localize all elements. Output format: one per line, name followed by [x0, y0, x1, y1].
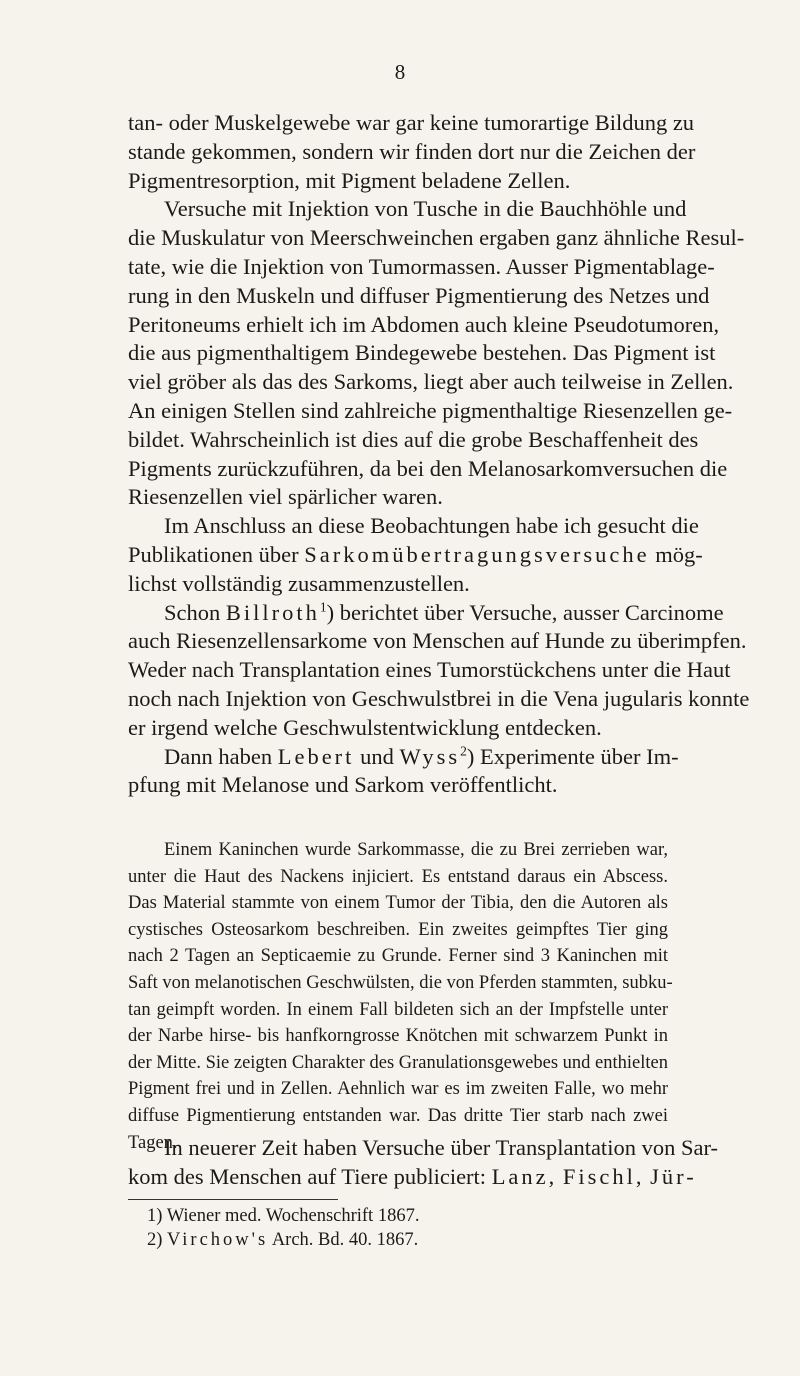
text-line: Peritoneums erhielt ich im Abdomen auch kleine Pseudotumoren, [128, 311, 720, 337]
text-line: Pigment frei und in Zellen. Aehnlich war es im zweiten Falle, wo mehr [128, 1079, 668, 1100]
text-line [128, 599, 724, 628]
footnote-2 [147, 1228, 419, 1252]
text-line: Das Material stammte von einem Tumor der Tibia, den die Autoren als [128, 893, 668, 914]
closing-paragraph [128, 1133, 718, 1191]
text-run: kom des Menschen auf Tiere publiciert: [128, 1164, 487, 1189]
text-line: Im Anschluss an diese Beobachtungen habe ich gesucht die [164, 513, 699, 539]
page-number: 8 [394, 60, 406, 84]
text-line: bildet. Wahrscheinlich ist dies auf die grobe Beschaffenheit des [128, 426, 699, 452]
text-line: Saft von melanotischen Geschwülsten, die von Pferden stammten, subku- [128, 972, 673, 993]
text-line: noch nach Injektion von Geschwulstbrei in die Vena jugularis konnte [128, 685, 750, 711]
footnotes [147, 1204, 419, 1252]
text-line: der Narbe hirse- bis hanfkorngrosse Knötchen mit schwarzem Punkt in [128, 1026, 668, 1047]
text-line: Weder nach Transplantation eines Tumorstückchens unter die Haut [128, 657, 731, 683]
text-run: Dann haben [164, 743, 273, 769]
footnote-ref: 1 [319, 599, 327, 615]
text-line [128, 743, 679, 772]
spaced-term: Sarkomübertragungsversuche [304, 541, 650, 567]
text-line: viel gröber als das des Sarkoms, liegt aber auch teilweise in Zellen. [128, 369, 734, 395]
text-line: An einigen Stellen sind zahlreiche pigmenthaltige Riesenzellen ge- [128, 397, 733, 423]
text-run: mög- [655, 541, 703, 567]
text-line: stande gekommen, sondern wir finden dort nur die Zeichen der [128, 138, 696, 164]
text-run: Schon [164, 599, 221, 625]
author-name: Wyss [399, 743, 461, 769]
footnote-ref: 2 [460, 743, 467, 759]
text-line: auch Riesenzellensarkome von Menschen auf Hunde zu überimpfen. [128, 628, 747, 654]
text-line: In neuerer Zeit haben Versuche über Transplantation von Sar- [164, 1135, 718, 1160]
text-line: tate, wie die Injektion von Tumormassen. Ausser Pigmentablage- [128, 253, 715, 279]
author-name: Lebert [277, 743, 355, 769]
text-line: die aus pigmenthaltigem Bindegewebe bestehen. Das Pigment ist [128, 340, 716, 366]
text-run: und [360, 743, 394, 769]
text-line: tan geimpft worden. In einem Fall bildeten sich an der Impfstelle unter [128, 999, 668, 1020]
text-run: ) Experimente über Im- [466, 743, 679, 769]
text-run: Publikationen über [128, 541, 299, 567]
author-name: Virchow's [167, 1230, 269, 1250]
text-line: unter die Haut des Nackens injiciert. Es entstand daraus ein Abscess. [128, 866, 668, 887]
author-name: Billroth [225, 599, 320, 625]
text-line: er irgend welche Geschwulstentwicklung entdecken. [128, 714, 602, 740]
text-line: Pigments zurückzuführen, da bei den Melanosarkomversuchen die [128, 455, 728, 481]
text-line: lichst vollständig zusammenzustellen. [128, 570, 470, 596]
text-line [128, 1162, 697, 1191]
text-line [128, 541, 703, 570]
text-line: nach 2 Tagen an Septicaemie zu Grunde. Ferner sind 3 Kaninchen mit [128, 946, 668, 967]
quoted-summary [128, 837, 673, 1156]
author-name: Lanz, [491, 1164, 558, 1189]
footnote-marker: 2) [147, 1230, 163, 1250]
author-name: Jür- [650, 1164, 697, 1189]
text-line: Tagen. [128, 1132, 178, 1153]
text-line: pfung mit Melanose und Sarkom veröffentlicht. [128, 772, 558, 798]
text-line: die Muskulatur von Meerschweinchen ergaben ganz ähnliche Resul- [128, 225, 745, 251]
footnote-divider [128, 1199, 338, 1200]
text-line: Einem Kaninchen wurde Sarkommasse, die zu Brei zerrieben war, [164, 840, 668, 860]
text-run: ) berichtet über Versuche, ausser Carcinome [326, 599, 724, 625]
footnote-1: 1) Wiener med. Wochenschrift 1867. [147, 1206, 420, 1226]
text-line: Versuche mit Injektion von Tusche in die Bauchhöhle und [164, 196, 687, 222]
text-line: tan- oder Muskelgewebe war gar keine tumorartige Bildung zu [128, 110, 695, 135]
text-line: cystisches Osteosarkom beschreiben. Ein zweites geimpftes Tier ging [128, 919, 668, 940]
text-line: Riesenzellen viel spärlicher waren. [128, 484, 443, 510]
text-run: Arch. Bd. 40. 1867. [271, 1230, 419, 1250]
text-line: rung in den Muskeln und diffuser Pigmentierung des Netzes und [128, 282, 710, 308]
text-line: diffuse Pigmentierung entstanden war. Das dritte Tier starb nach zwei [128, 1105, 668, 1126]
text-line: der Mitte. Sie zeigten Charakter des Granulationsgewebes und enthielten [128, 1052, 668, 1073]
author-name: Fischl, [562, 1164, 645, 1189]
main-text [128, 109, 750, 800]
text-line: Pigmentresorption, mit Pigment beladene Zellen. [128, 167, 571, 193]
